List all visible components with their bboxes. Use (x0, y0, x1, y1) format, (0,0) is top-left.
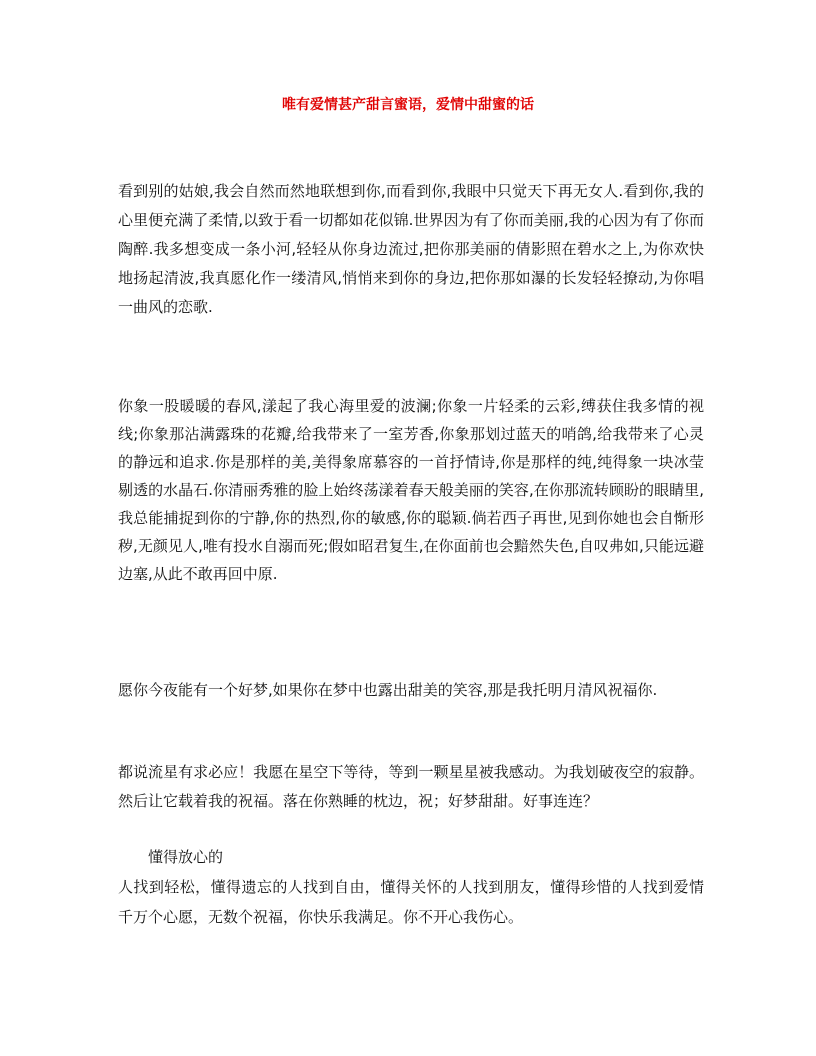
paragraph-5-body: 人找到轻松，懂得遗忘的人找到自由，懂得关怀的人找到朋友，懂得珍惜的人找到爱情 千万个心愿，无数个祝福，你快乐我满足。你不开心我伤心。 (118, 878, 704, 926)
paragraph-5-lead: 懂得放心的 (148, 848, 224, 866)
paragraph-5 (118, 842, 704, 932)
paragraph-4: 都说流星有求必应！我愿在星空下等待，等到一颗星星被我感动。为我划破夜空的寂静。然后让它载着我的祝福。落在你熟睡的枕边，祝；好梦甜甜。好事连连？ (118, 763, 704, 810)
paragraph-1: 看到别的姑娘,我会自然而然地联想到你,而看到你,我眼中只觉天下再无女人.看到你,我的心里便充满了柔情,以致于看一切都如花似锦.世界因为有了你而美丽,我的心因为有了你而陶醉.我多想变成一条小河,轻轻从你身边流过,把你那美丽的倩影照在碧水之上,为你欢快地扬起清波,我真愿化作一缕清风,悄悄来到你的身边,把你那如瀑的长发轻轻撩动,为你唱一曲风的恋歌. (118, 182, 704, 316)
paragraph-3: 愿你今夜能有一个好梦,如果你在梦中也露出甜美的笑容,那是我托明月清风祝福你. (118, 681, 658, 699)
paragraph-2: 你象一股暖暖的春风,漾起了我心海里爱的波澜;你象一片轻柔的云彩,缚获住我多情的视线;你象那沾满露珠的花瓣,给我带来了一室芳香,你象那划过蓝天的哨鸽,给我带来了心灵的静远和追求.你是那样的美,美得象席慕容的一首抒情诗,你是那样的纯,纯得象一块冰莹剔透的水晶石.你清丽秀雅的脸上始终荡漾着春天般美丽的笑容,在你那流转顾盼的眼睛里,我总能捕捉到你的宁静,你的热烈,你的敏感,你的聪颖.倘若西子再世,见到你她也会自惭形秽,无颜见人,唯有投水自溺而死;假如昭君复生,在你面前也会黯然失色,自叹弗如,只能远避边塞,从此不敢再回中原. (118, 397, 704, 583)
document-title: 唯有爱情甚产甜言蜜语，爱情中甜蜜的话 (282, 97, 534, 113)
